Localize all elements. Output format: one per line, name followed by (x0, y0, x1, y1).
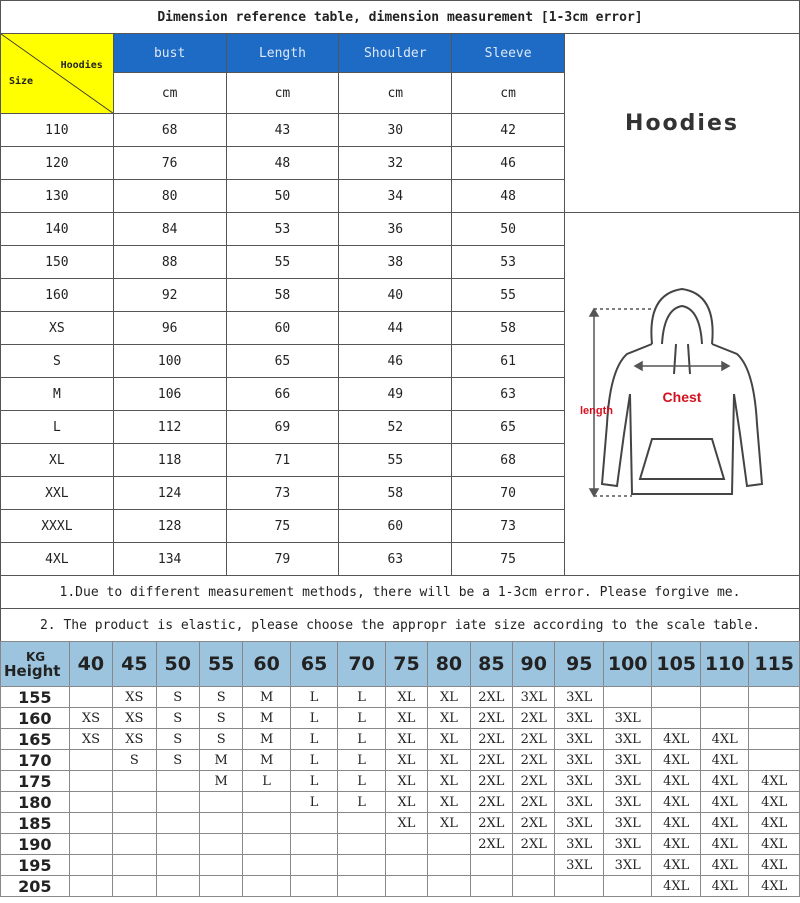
size-cell: 4XL (749, 855, 800, 876)
size-cell: 2XL (470, 771, 512, 792)
value-cell: 65 (226, 345, 339, 378)
col-header-bust: bust (113, 34, 226, 73)
value-cell: 75 (226, 510, 339, 543)
height-cell: 165 (1, 729, 70, 750)
weight-header: 60 (243, 642, 290, 687)
size-cell: 4XL (652, 750, 700, 771)
size-cell: 4XL (700, 813, 748, 834)
size-cell: S (113, 750, 156, 771)
kg-height-header (1, 642, 70, 687)
size-cell: 3XL (555, 771, 603, 792)
size-cell: XL (428, 771, 470, 792)
size-cell (385, 855, 427, 876)
size-cell (700, 687, 748, 708)
size-cell: 4XL (652, 855, 700, 876)
size-cell: 3XL (603, 750, 651, 771)
value-cell: 112 (113, 411, 226, 444)
size-cell: 3XL (555, 834, 603, 855)
size-cell: 4XL (749, 876, 800, 897)
value-cell: 42 (452, 114, 565, 147)
value-cell: 55 (452, 279, 565, 312)
value-cell: 70 (452, 477, 565, 510)
size-cell (555, 876, 603, 897)
size-cell: 3XL (603, 855, 651, 876)
size-cell: 2XL (470, 792, 512, 813)
unit-bust: cm (113, 73, 226, 114)
size-cell (290, 813, 337, 834)
value-cell: 55 (226, 246, 339, 279)
corner-size-label: Size (9, 76, 34, 87)
weight-header: 90 (513, 642, 555, 687)
weight-header: 40 (69, 642, 112, 687)
value-cell: 32 (339, 147, 452, 180)
size-cell (113, 876, 156, 897)
size-cell: XS (113, 708, 156, 729)
size-cell (290, 855, 337, 876)
size-cell: 4XL (652, 876, 700, 897)
value-cell: 36 (339, 213, 452, 246)
value-cell: 100 (113, 345, 226, 378)
size-cell: 3XL (555, 750, 603, 771)
weight-header: 45 (113, 642, 156, 687)
value-cell: 46 (339, 345, 452, 378)
corner-header (1, 34, 114, 114)
value-cell: 34 (339, 180, 452, 213)
value-cell: 79 (226, 543, 339, 576)
size-cell: 4XL (700, 834, 748, 855)
value-cell: 84 (113, 213, 226, 246)
size-cell (69, 771, 112, 792)
value-cell: 52 (339, 411, 452, 444)
value-cell: 68 (452, 444, 565, 477)
size-cell: 3XL (555, 855, 603, 876)
size-cell: XL (1, 444, 114, 477)
size-cell: L (290, 792, 337, 813)
size-cell: 3XL (555, 729, 603, 750)
size-cell: 4XL (652, 792, 700, 813)
weight-header: 110 (700, 642, 748, 687)
size-cell: S (156, 729, 199, 750)
value-cell: 50 (452, 213, 565, 246)
size-cell: XXXL (1, 510, 114, 543)
size-cell: S (199, 729, 242, 750)
value-cell: 48 (226, 147, 339, 180)
size-cell: XL (385, 813, 427, 834)
size-cell: 3XL (603, 729, 651, 750)
hoodie-diagram-cell (565, 213, 800, 576)
product-label: Hoodies (625, 110, 739, 136)
size-cell (243, 834, 290, 855)
value-cell: 124 (113, 477, 226, 510)
size-cell: 2XL (513, 792, 555, 813)
size-cell (156, 813, 199, 834)
size-cell: 4XL (652, 771, 700, 792)
size-cell (470, 876, 512, 897)
size-cell: M (243, 687, 290, 708)
size-cell (603, 687, 651, 708)
value-cell: 44 (339, 312, 452, 345)
size-cell: 4XL (749, 813, 800, 834)
size-cell (156, 834, 199, 855)
size-cell: 4XL (700, 771, 748, 792)
height-cell: 175 (1, 771, 70, 792)
size-cell (513, 855, 555, 876)
size-cell (199, 876, 242, 897)
hoodie-diagram (572, 274, 792, 514)
size-cell (290, 834, 337, 855)
size-cell: S (1, 345, 114, 378)
corner-hoodies-label: Hoodies (60, 60, 103, 71)
size-cell: XL (385, 771, 427, 792)
size-cell (749, 729, 800, 750)
size-cell: 3XL (603, 792, 651, 813)
note-2: 2. The product is elastic, please choose the appropr iate size according to the scale table. (1, 609, 800, 642)
size-cell: L (338, 792, 385, 813)
chest-label: Chest (662, 389, 702, 405)
size-chart-row (1, 708, 800, 729)
size-cell: 4XL (700, 792, 748, 813)
value-cell: 60 (226, 312, 339, 345)
weight-header: 85 (470, 642, 512, 687)
weight-header: 55 (199, 642, 242, 687)
size-chart-row (1, 876, 800, 897)
value-cell: 48 (452, 180, 565, 213)
size-cell: 3XL (555, 708, 603, 729)
weight-header: 50 (156, 642, 199, 687)
size-cell: XL (385, 729, 427, 750)
size-cell (199, 792, 242, 813)
size-cell: L (338, 708, 385, 729)
size-chart-row (1, 750, 800, 771)
value-cell: 43 (226, 114, 339, 147)
value-cell: 69 (226, 411, 339, 444)
size-cell: 130 (1, 180, 114, 213)
size-cell (428, 834, 470, 855)
size-cell: S (199, 708, 242, 729)
height-cell: 180 (1, 792, 70, 813)
size-cell: 2XL (513, 813, 555, 834)
size-cell: M (1, 378, 114, 411)
unit-sleeve: cm (452, 73, 565, 114)
size-cell (113, 855, 156, 876)
height-cell: 185 (1, 813, 70, 834)
size-chart-row (1, 687, 800, 708)
height-cell: 160 (1, 708, 70, 729)
height-cell: 190 (1, 834, 70, 855)
weight-header: 95 (555, 642, 603, 687)
size-cell: 2XL (513, 771, 555, 792)
size-cell: XL (428, 729, 470, 750)
size-cell: L (290, 687, 337, 708)
size-cell: S (156, 750, 199, 771)
size-cell: XS (113, 729, 156, 750)
value-cell: 46 (452, 147, 565, 180)
size-cell (428, 855, 470, 876)
size-cell: M (199, 750, 242, 771)
size-cell (156, 771, 199, 792)
value-cell: 134 (113, 543, 226, 576)
size-cell (156, 876, 199, 897)
height-cell: 170 (1, 750, 70, 771)
value-cell: 30 (339, 114, 452, 147)
size-cell: 2XL (470, 708, 512, 729)
value-cell: 49 (339, 378, 452, 411)
size-cell: XXL (1, 477, 114, 510)
value-cell: 73 (452, 510, 565, 543)
size-cell: L (290, 750, 337, 771)
size-cell: 2XL (513, 750, 555, 771)
value-cell: 92 (113, 279, 226, 312)
value-cell: 75 (452, 543, 565, 576)
value-cell: 63 (452, 378, 565, 411)
size-cell: XL (385, 750, 427, 771)
unit-length: cm (226, 73, 339, 114)
size-cell (385, 834, 427, 855)
size-cell: L (290, 708, 337, 729)
size-cell: 150 (1, 246, 114, 279)
size-cell (113, 792, 156, 813)
value-cell: 65 (452, 411, 565, 444)
weight-header: 80 (428, 642, 470, 687)
size-cell: S (199, 687, 242, 708)
value-cell: 58 (226, 279, 339, 312)
value-cell: 66 (226, 378, 339, 411)
size-cell: L (338, 750, 385, 771)
size-cell (113, 834, 156, 855)
kg-label: KG (26, 650, 46, 664)
size-cell: XL (428, 792, 470, 813)
size-chart-row (1, 729, 800, 750)
size-cell: XL (428, 708, 470, 729)
size-cell (199, 813, 242, 834)
size-cell: XL (428, 813, 470, 834)
weight-height-size-chart (0, 641, 800, 897)
size-cell (243, 855, 290, 876)
size-cell: 4XL (749, 771, 800, 792)
size-cell (338, 834, 385, 855)
size-cell: 4XL (1, 543, 114, 576)
size-cell: XL (428, 687, 470, 708)
size-cell: L (338, 771, 385, 792)
size-cell (69, 750, 112, 771)
col-header-length: Length (226, 34, 339, 73)
size-cell: 4XL (700, 750, 748, 771)
size-cell (513, 876, 555, 897)
size-cell (156, 792, 199, 813)
value-cell: 53 (452, 246, 565, 279)
value-cell: 55 (339, 444, 452, 477)
size-cell: 4XL (700, 855, 748, 876)
size-chart-row (1, 813, 800, 834)
weight-header: 65 (290, 642, 337, 687)
size-cell (749, 687, 800, 708)
size-chart-row (1, 771, 800, 792)
weight-header: 70 (338, 642, 385, 687)
size-cell: 2XL (470, 834, 512, 855)
note-1: 1.Due to different measurement methods, there will be a 1-3cm error. Please forgive me. (1, 576, 800, 609)
size-cell: 3XL (603, 771, 651, 792)
size-cell (603, 876, 651, 897)
size-cell: M (243, 708, 290, 729)
size-cell (69, 687, 112, 708)
size-cell: 3XL (555, 687, 603, 708)
size-cell: XL (385, 687, 427, 708)
size-cell (113, 813, 156, 834)
size-cell (338, 813, 385, 834)
size-cell (338, 855, 385, 876)
size-cell: 2XL (513, 834, 555, 855)
size-cell: 4XL (749, 834, 800, 855)
table-title: Dimension reference table, dimension measurement [1-3cm error] (1, 1, 800, 34)
size-cell: XL (385, 708, 427, 729)
size-cell (69, 834, 112, 855)
value-cell: 68 (113, 114, 226, 147)
size-cell: 2XL (470, 687, 512, 708)
size-cell (385, 876, 427, 897)
unit-shoulder: cm (339, 73, 452, 114)
size-cell: 3XL (603, 813, 651, 834)
size-cell (652, 708, 700, 729)
value-cell: 63 (339, 543, 452, 576)
col-header-sleeve: Sleeve (452, 34, 565, 73)
size-cell: XS (69, 729, 112, 750)
height-cell: 155 (1, 687, 70, 708)
size-cell (156, 855, 199, 876)
size-cell (749, 708, 800, 729)
size-cell: 4XL (749, 792, 800, 813)
value-cell: 71 (226, 444, 339, 477)
weight-header: 75 (385, 642, 427, 687)
size-chart-row (1, 834, 800, 855)
size-cell (428, 876, 470, 897)
value-cell: 53 (226, 213, 339, 246)
size-cell (338, 876, 385, 897)
size-cell: L (338, 687, 385, 708)
size-cell: M (199, 771, 242, 792)
height-cell: 195 (1, 855, 70, 876)
size-chart-header-row (1, 642, 800, 687)
size-cell: 3XL (555, 813, 603, 834)
size-cell: 3XL (603, 708, 651, 729)
weight-header: 105 (652, 642, 700, 687)
size-cell (243, 876, 290, 897)
size-cell: XL (385, 792, 427, 813)
value-cell: 40 (339, 279, 452, 312)
size-cell: L (290, 729, 337, 750)
value-cell: 76 (113, 147, 226, 180)
col-header-shoulder: Shoulder (339, 34, 452, 73)
size-cell (243, 813, 290, 834)
size-cell: 2XL (470, 813, 512, 834)
size-cell: 4XL (652, 729, 700, 750)
size-cell: XS (113, 687, 156, 708)
value-cell: 58 (339, 477, 452, 510)
height-cell: 205 (1, 876, 70, 897)
size-cell (290, 876, 337, 897)
size-cell: XS (1, 312, 114, 345)
size-cell (199, 855, 242, 876)
size-cell: 110 (1, 114, 114, 147)
size-cell: M (243, 750, 290, 771)
size-cell (243, 792, 290, 813)
size-cell: 3XL (513, 687, 555, 708)
size-cell (69, 876, 112, 897)
value-cell: 128 (113, 510, 226, 543)
value-cell: 73 (226, 477, 339, 510)
size-cell: 2XL (470, 750, 512, 771)
value-cell: 50 (226, 180, 339, 213)
size-cell: 4XL (652, 813, 700, 834)
product-label-cell (565, 34, 800, 213)
size-cell: 4XL (652, 834, 700, 855)
length-label: length (580, 405, 613, 417)
value-cell: 96 (113, 312, 226, 345)
size-cell: L (290, 771, 337, 792)
size-chart-row (1, 855, 800, 876)
size-cell (199, 834, 242, 855)
value-cell: 60 (339, 510, 452, 543)
size-cell (69, 813, 112, 834)
size-cell (652, 687, 700, 708)
size-cell: 2XL (513, 708, 555, 729)
size-cell: 3XL (603, 834, 651, 855)
size-cell: 140 (1, 213, 114, 246)
size-cell: M (243, 729, 290, 750)
weight-header: 100 (603, 642, 651, 687)
size-cell: 120 (1, 147, 114, 180)
size-cell: 4XL (700, 876, 748, 897)
size-cell: 4XL (700, 729, 748, 750)
weight-header: 115 (749, 642, 800, 687)
size-cell (700, 708, 748, 729)
size-cell: S (156, 687, 199, 708)
size-cell: L (243, 771, 290, 792)
value-cell: 88 (113, 246, 226, 279)
size-cell: XS (69, 708, 112, 729)
size-cell (749, 750, 800, 771)
size-cell: XL (428, 750, 470, 771)
value-cell: 58 (452, 312, 565, 345)
value-cell: 38 (339, 246, 452, 279)
size-chart-row (1, 792, 800, 813)
size-cell (113, 771, 156, 792)
size-cell: 160 (1, 279, 114, 312)
height-label: Height (4, 662, 61, 680)
table-row (1, 213, 800, 246)
size-cell (470, 855, 512, 876)
size-cell: L (338, 729, 385, 750)
size-cell: 2XL (470, 729, 512, 750)
size-cell: S (156, 708, 199, 729)
size-cell (69, 792, 112, 813)
size-cell: L (1, 411, 114, 444)
size-cell (69, 855, 112, 876)
value-cell: 80 (113, 180, 226, 213)
size-cell: 3XL (555, 792, 603, 813)
size-cell: 2XL (513, 729, 555, 750)
value-cell: 118 (113, 444, 226, 477)
value-cell: 61 (452, 345, 565, 378)
value-cell: 106 (113, 378, 226, 411)
